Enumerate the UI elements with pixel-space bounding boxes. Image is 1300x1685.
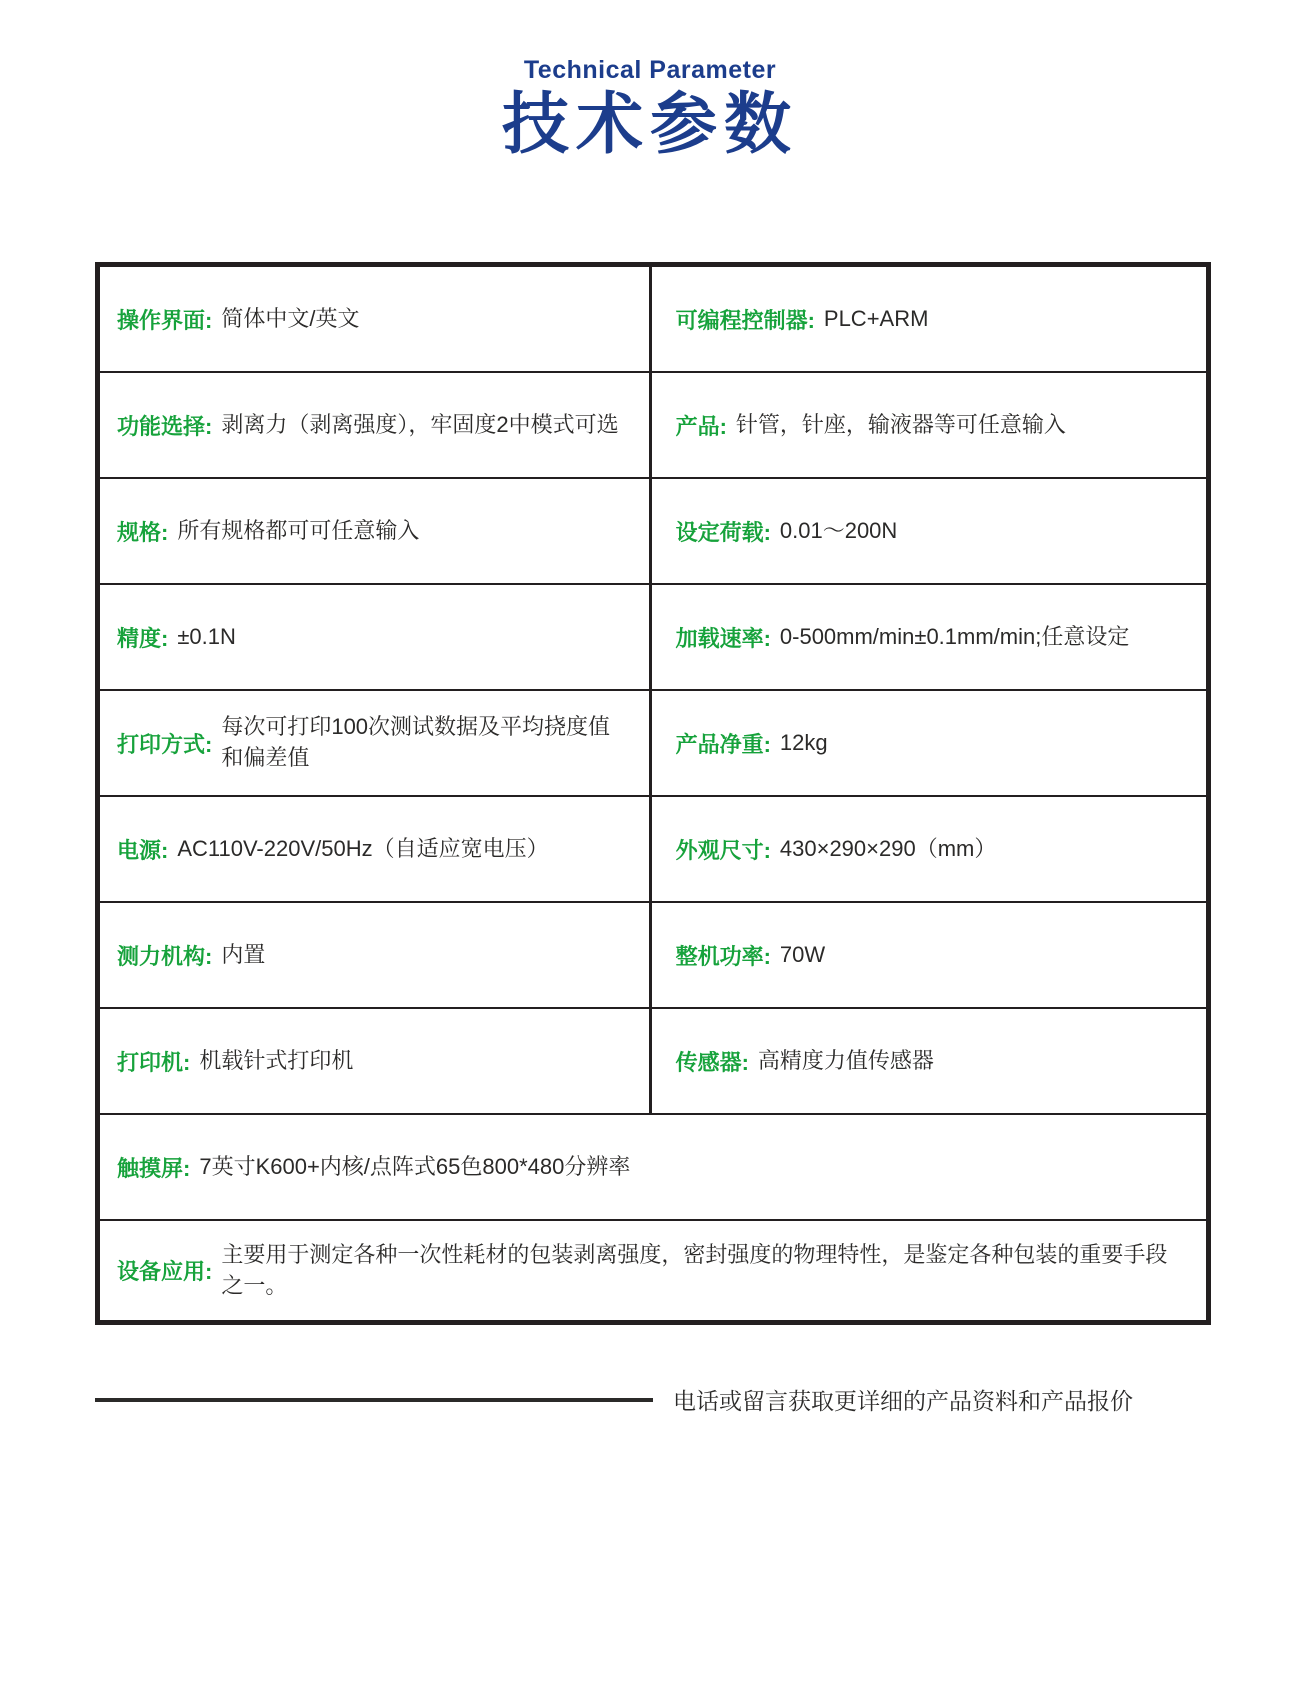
spec-cell-product bbox=[649, 373, 1206, 477]
spec-cell-total-power bbox=[649, 903, 1206, 1007]
spec-value: 内置 bbox=[221, 941, 266, 967]
spec-cell-dimensions bbox=[649, 797, 1206, 901]
table-row-full bbox=[100, 1219, 1206, 1320]
spec-cell-set-load bbox=[649, 479, 1206, 583]
table-row bbox=[100, 901, 1206, 1007]
spec-cell-print-mode bbox=[100, 691, 649, 795]
spec-value: 主要用于测定各种一次性耗材的包装剥离强度，密封强度的物理特性，是鉴定各种包装的重要手段之一。 bbox=[221, 1241, 1168, 1298]
footer-divider-line bbox=[95, 1398, 653, 1402]
spec-label: 产品: bbox=[675, 413, 727, 439]
spec-cell-programmable-controller bbox=[649, 267, 1206, 371]
page-title: 技术参数 bbox=[502, 87, 798, 162]
spec-cell-operation-interface bbox=[100, 267, 649, 371]
spec-value: 高精度力值传感器 bbox=[757, 1047, 934, 1073]
page-header bbox=[0, 56, 1300, 162]
spec-cell-sensor bbox=[649, 1009, 1206, 1113]
spec-table bbox=[95, 262, 1211, 1325]
footer-contact-note: 电话或留言获取更详细的产品资料和产品报价 bbox=[673, 1388, 1133, 1414]
table-row bbox=[100, 267, 1206, 371]
spec-label: 产品净重: bbox=[675, 731, 771, 757]
table-row bbox=[100, 477, 1206, 583]
spec-label: 设备应用: bbox=[117, 1259, 213, 1284]
table-row bbox=[100, 583, 1206, 689]
table-row bbox=[100, 689, 1206, 795]
spec-label: 加载速率: bbox=[675, 625, 771, 651]
spec-cell-printer bbox=[100, 1009, 649, 1113]
spec-label: 操作界面: bbox=[117, 307, 213, 333]
table-row bbox=[100, 1007, 1206, 1113]
spec-value: 12kg bbox=[779, 729, 828, 755]
spec-label: 触摸屏: bbox=[117, 1155, 191, 1181]
spec-cell-function-selection bbox=[100, 373, 649, 477]
spec-cell-power-supply bbox=[100, 797, 649, 901]
spec-label: 打印方式: bbox=[117, 731, 213, 757]
spec-value: 7英寸K600+内核/点阵式65色800*480分辨率 bbox=[199, 1153, 631, 1179]
spec-value: 机载针式打印机 bbox=[199, 1047, 354, 1073]
spec-value: 430×290×290（mm） bbox=[779, 835, 997, 861]
spec-label: 规格: bbox=[117, 519, 169, 545]
header-subtitle-en: Technical Parameter bbox=[523, 56, 777, 84]
spec-label: 传感器: bbox=[675, 1049, 749, 1075]
spec-value: 0.01～200N bbox=[779, 517, 898, 543]
footer bbox=[95, 1383, 1211, 1416]
spec-label: 电源: bbox=[117, 837, 169, 863]
spec-value: PLC+ARM bbox=[823, 305, 929, 331]
spec-label: 设定荷载: bbox=[675, 519, 771, 545]
spec-label: 可编程控制器: bbox=[675, 307, 815, 333]
spec-value: ±0.1N bbox=[177, 623, 236, 649]
table-row bbox=[100, 371, 1206, 477]
spec-cell-accuracy bbox=[100, 585, 649, 689]
spec-value: 剥离力（剥离强度），牢固度2中模式可选 bbox=[221, 411, 619, 437]
table-row bbox=[100, 795, 1206, 901]
spec-value: 简体中文/英文 bbox=[221, 305, 360, 331]
spec-cell-specification bbox=[100, 479, 649, 583]
spec-cell-force-mechanism bbox=[100, 903, 649, 1007]
spec-value: 0-500mm/min±0.1mm/min;任意设定 bbox=[779, 623, 1130, 649]
spec-cell-touch-screen bbox=[100, 1115, 1206, 1219]
spec-label: 测力机构: bbox=[117, 943, 213, 969]
spec-label: 整机功率: bbox=[675, 943, 771, 969]
spec-cell-loading-rate bbox=[649, 585, 1206, 689]
spec-label: 打印机: bbox=[117, 1049, 191, 1075]
spec-value: 70W bbox=[779, 941, 826, 967]
table-row-full bbox=[100, 1113, 1206, 1219]
spec-value: 所有规格都可可任意输入 bbox=[177, 517, 420, 543]
spec-label: 功能选择: bbox=[117, 413, 213, 439]
spec-value: AC110V-220V/50Hz（自适应宽电压） bbox=[177, 835, 549, 861]
spec-label: 精度: bbox=[117, 625, 169, 651]
spec-cell-net-weight bbox=[649, 691, 1206, 795]
spec-value: 每次可打印100次测试数据及平均挠度值和偏差值 bbox=[221, 714, 611, 770]
spec-label: 外观尺寸: bbox=[675, 837, 771, 863]
spec-value: 针管，针座，输液器等可任意输入 bbox=[735, 411, 1066, 437]
spec-cell-application bbox=[100, 1221, 1206, 1320]
